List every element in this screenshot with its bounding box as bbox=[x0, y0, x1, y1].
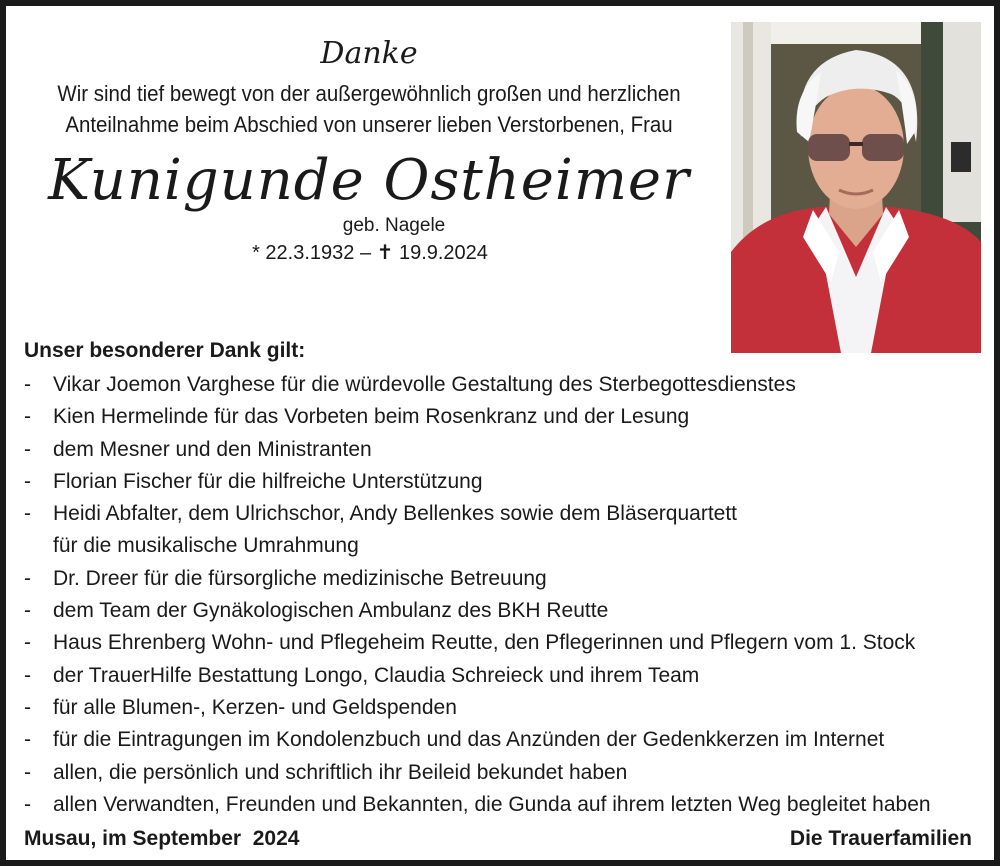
list-dash: - bbox=[24, 566, 31, 590]
list-dash: - bbox=[24, 469, 31, 493]
intro-line-2: Anteilnahme beim Abschied von unserer lieben Verstorbenen, Frau bbox=[65, 112, 673, 137]
portrait-photo bbox=[731, 22, 981, 353]
intro-text bbox=[43, 78, 696, 140]
list-item-text: Kien Hermelinde für das Vorbeten beim Rosenkranz und der Lesung bbox=[53, 405, 690, 429]
list-item-text: für alle Blumen-, Kerzen- und Geldspenden bbox=[53, 695, 457, 719]
list-dash: - bbox=[24, 502, 31, 526]
list-item-text: Vikar Joemon Varghese für die würdevolle Gestaltung des Sterbegottesdienstes bbox=[53, 373, 796, 396]
list-item-text: dem Team der Gynäkologischen Ambulanz des BKH Reutte bbox=[53, 599, 609, 623]
list-item bbox=[24, 401, 964, 433]
list-item bbox=[24, 692, 964, 724]
list-dash: - bbox=[24, 792, 31, 816]
list-item bbox=[24, 466, 964, 498]
list-item-text: allen, die persönlich und schriftlich ihr Beileid bekundet haben bbox=[53, 760, 628, 784]
list-item-text: der TrauerHilfe Bestattung Longo, Claudia Schreieck und ihrem Team bbox=[53, 663, 700, 687]
list-dash: - bbox=[24, 728, 31, 752]
list-item-text: für die Eintragungen im Kondolenzbuch und das Anzünden der Gedenkkerzen im Internet bbox=[53, 728, 885, 752]
list-item-text: für die musikalische Umrahmung bbox=[53, 534, 359, 558]
place-date: Musau, im September 2024 bbox=[24, 827, 300, 850]
list-item bbox=[24, 757, 964, 789]
thanks-heading: Unser besonderer Dank gilt: bbox=[24, 339, 306, 362]
list-dash: - bbox=[24, 373, 31, 396]
list-item bbox=[24, 369, 964, 401]
list-item bbox=[24, 724, 964, 756]
signature: Die Trauerfamilien bbox=[789, 827, 972, 850]
deceased-name: Kunigunde Ostheimer bbox=[48, 148, 690, 213]
portrait-illustration bbox=[731, 22, 981, 353]
thanks-section bbox=[24, 337, 964, 821]
list-item bbox=[24, 434, 964, 466]
list-dash: - bbox=[24, 437, 31, 461]
list-item bbox=[24, 627, 964, 659]
list-item bbox=[24, 563, 964, 595]
list-dash: - bbox=[24, 405, 31, 429]
intro-line-1: Wir sind tief bewegt von der außergewöhnlich großen und herzlichen bbox=[57, 81, 681, 106]
thanks-title: Danke bbox=[320, 36, 418, 71]
footer bbox=[24, 824, 972, 854]
list-item-text: allen Verwandten, Freunden und Bekannten, die Gunda auf ihrem letzten Weg begleitet haben bbox=[53, 792, 931, 816]
list-item-text: Dr. Dreer für die fürsorgliche medizinische Betreuung bbox=[53, 566, 547, 590]
list-item-text: dem Mesner und den Ministranten bbox=[53, 437, 372, 461]
list-item-text: Haus Ehrenberg Wohn- und Pflegeheim Reutte, den Pflegerinnen und Pflegern vom 1. Stock bbox=[53, 631, 916, 655]
list-dash: - bbox=[24, 695, 31, 719]
birth-name: geb. Nagele bbox=[342, 215, 446, 236]
list-item-text: Heidi Abfalter, dem Ulrichschor, Andy Bellenkes sowie dem Bläserquartett bbox=[53, 502, 738, 526]
life-dates: * 22.3.1932 – ✝ 19.9.2024 bbox=[252, 242, 488, 264]
list-item bbox=[24, 660, 964, 692]
list-dash: - bbox=[24, 663, 31, 687]
list-item bbox=[24, 789, 964, 821]
header bbox=[18, 36, 720, 266]
list-item bbox=[24, 595, 964, 627]
list-item bbox=[24, 498, 964, 530]
thanks-list bbox=[24, 369, 964, 821]
list-item-continuation bbox=[24, 530, 964, 562]
list-item-text: Florian Fischer für die hilfreiche Unterstützung bbox=[53, 469, 483, 493]
list-dash: - bbox=[24, 760, 31, 784]
list-dash: - bbox=[24, 631, 31, 655]
list-dash: - bbox=[24, 599, 31, 623]
